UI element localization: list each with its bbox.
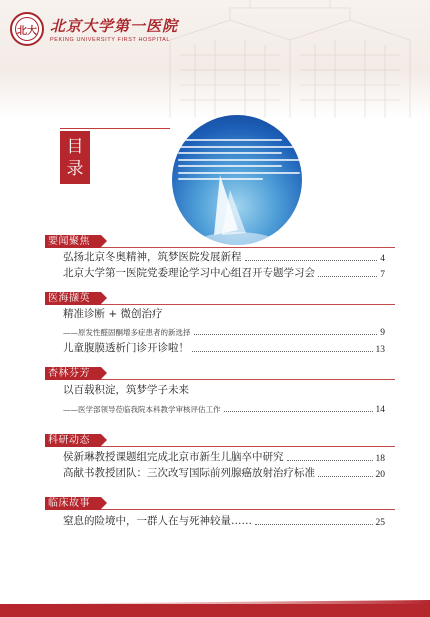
section-header-research xyxy=(45,434,395,447)
toc-entry-subtitle[interactable] xyxy=(63,403,385,415)
footer-band xyxy=(0,604,430,617)
dot-leader xyxy=(287,460,373,461)
toc-entry[interactable] xyxy=(63,343,385,355)
toc-title-char-2: 录 xyxy=(66,158,84,179)
entry-page: 7 xyxy=(380,270,385,280)
toc-entry[interactable] xyxy=(63,252,385,264)
entry-title: 北京大学第一医院党委理论学习中心组召开专题学习会 xyxy=(63,267,315,279)
hospital-logo xyxy=(10,12,178,46)
cover-title: 二维码 xyxy=(178,129,194,135)
entry-title: 侯新琳教授课题组完成北京市新生儿脑卒中研究 xyxy=(63,451,284,463)
toc-title-char-1: 目 xyxy=(66,136,84,157)
dot-leader xyxy=(255,524,373,525)
toc-title-box xyxy=(60,131,90,184)
section-header-education xyxy=(45,367,395,380)
dot-leader xyxy=(194,334,378,335)
section-label: 医海撷英 xyxy=(45,292,101,305)
entry-page: 20 xyxy=(375,470,385,480)
section-label: 临床故事 xyxy=(45,497,101,510)
sailboat-icon xyxy=(172,115,302,245)
toc-entry[interactable] xyxy=(63,309,385,321)
seal-inner-text: 北大 xyxy=(15,17,39,41)
entry-title: 儿童腹膜透析门诊开诊啦！ xyxy=(63,342,189,354)
dot-leader xyxy=(224,411,373,412)
section-header-news xyxy=(45,235,395,248)
entry-page: 4 xyxy=(380,254,385,264)
logo-chinese-name: 北京大学第一医院 xyxy=(50,17,179,35)
section-header-medical xyxy=(45,292,395,305)
entry-page: 25 xyxy=(375,518,385,528)
entry-title: 高献书教授团队：三次改写国际前列腺癌放射治疗标准 xyxy=(63,467,315,479)
section-header-clinical xyxy=(45,497,395,510)
header-banner xyxy=(0,0,430,118)
cover-thumbnail xyxy=(172,115,302,245)
toc-entry[interactable] xyxy=(63,385,385,397)
entry-subtitle: ——原发性醛固酮增多症患者的新选择 xyxy=(63,328,191,337)
building-illustration xyxy=(150,0,430,118)
entry-subtitle: ——医学部领导莅临我院本科教学审核评估工作 xyxy=(63,405,221,414)
section-label: 杏林芬芳 xyxy=(45,367,101,380)
entry-page: 18 xyxy=(375,454,385,464)
toc-entry[interactable] xyxy=(63,452,385,464)
dot-leader xyxy=(318,476,373,477)
dot-leader xyxy=(245,260,378,261)
entry-title: 精准诊断 + 微创治疗 xyxy=(63,308,163,320)
section-label: 科研动态 xyxy=(45,434,101,447)
toc-entry-subtitle[interactable] xyxy=(63,326,385,338)
entry-page: 13 xyxy=(375,345,385,355)
entry-page: 14 xyxy=(375,405,385,415)
entry-title: 以百载积淀，筑梦学子未来 xyxy=(63,384,189,396)
dot-leader xyxy=(192,351,373,352)
seal-icon xyxy=(10,12,44,46)
entry-page: 9 xyxy=(380,328,385,338)
entry-title: 弘扬北京冬奥精神，筑梦医院发展新程 xyxy=(63,251,242,263)
toc-divider-top xyxy=(60,128,170,129)
section-label: 要闻聚焦 xyxy=(45,235,101,248)
toc-entry[interactable] xyxy=(63,516,385,528)
entry-title: 窒息的险境中，一群人在与死神较量…… xyxy=(63,515,252,527)
toc-entry[interactable] xyxy=(63,268,385,280)
logo-english-name: PEKING UNIVERSITY FIRST HOSPITAL xyxy=(50,37,171,43)
toc-entry[interactable] xyxy=(63,468,385,480)
dot-leader xyxy=(318,276,377,277)
